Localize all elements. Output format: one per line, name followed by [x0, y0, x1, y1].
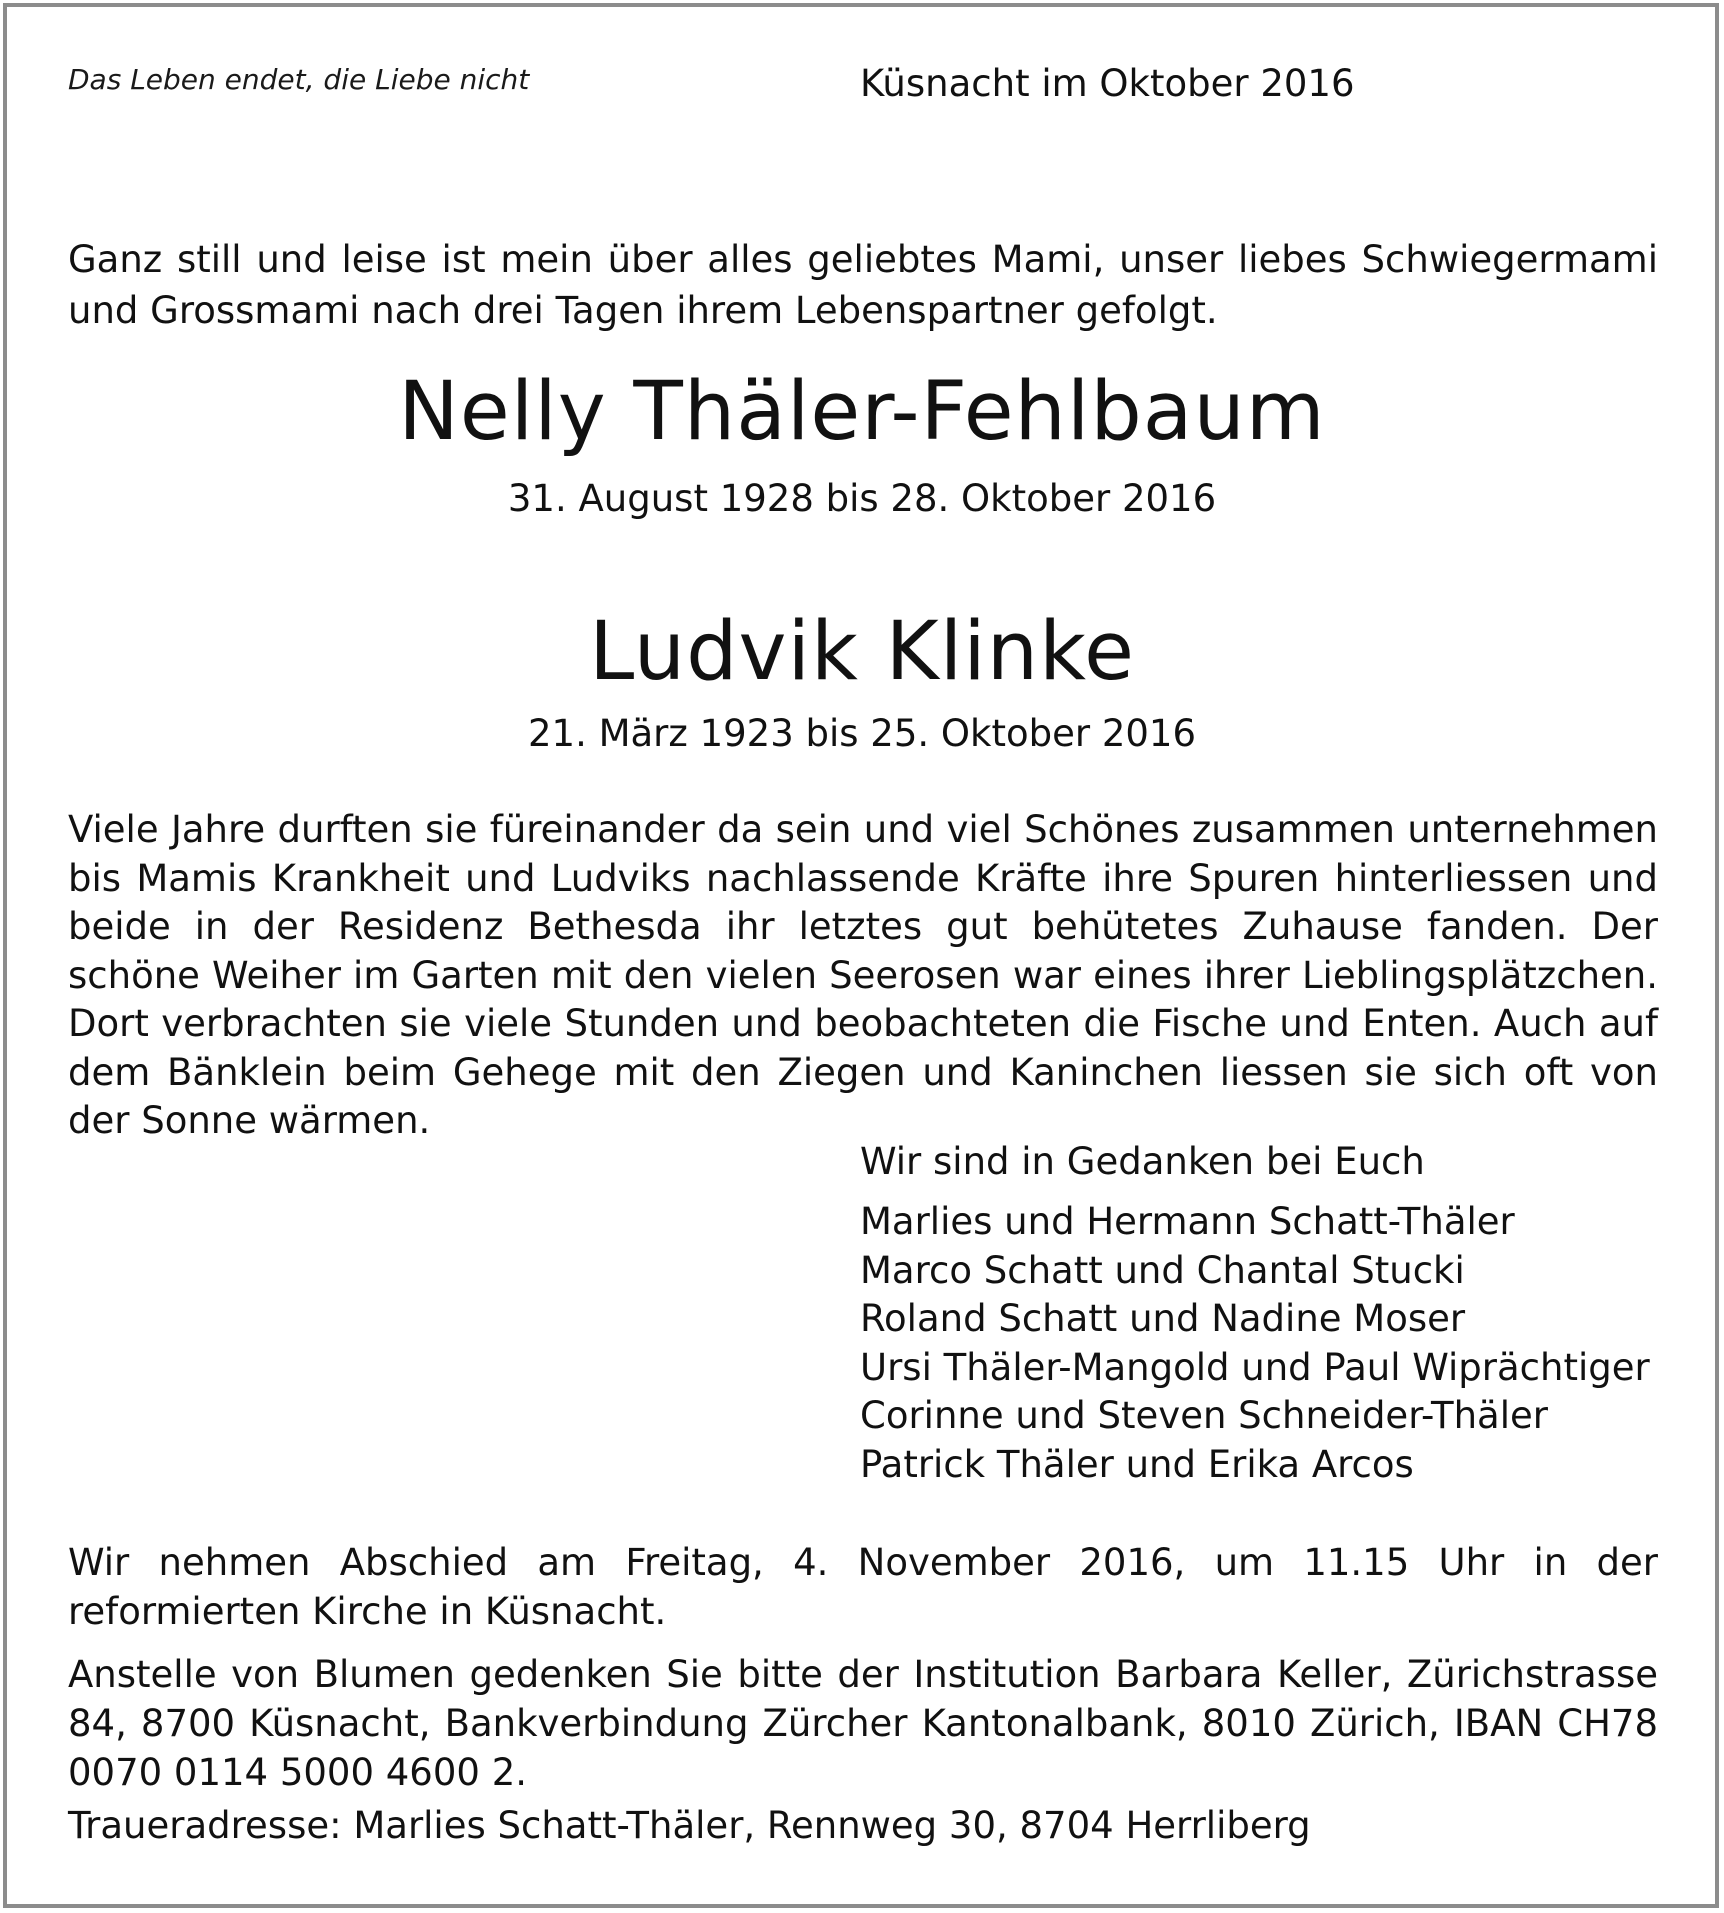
mourner-entry: Marlies und Hermann Schatt-Thäler [860, 1200, 1515, 1243]
mourner-entry: Ursi Thäler-Mangold und Paul Wiprächtiger [860, 1345, 1650, 1389]
deceased-dates-2: 21. März 1923 bis 25. Oktober 2016 [527, 712, 1196, 755]
deceased-name-1: Nelly Thäler-Fehlbaum [398, 365, 1326, 459]
motto: Das Leben endet, die Liebe nicht [68, 63, 530, 96]
deceased-name-2: Ludvik Klinke [589, 605, 1135, 699]
mourner-entry: Marco Schatt und Chantal Stucki [860, 1248, 1465, 1292]
deceased-dates-1: 31. August 1928 bis 28. Oktober 2016 [507, 477, 1217, 520]
farewell-paragraph: Wir nehmen Abschied am Freitag, 4. November 2016, um 11.15 Uhr in der reformierten Kirche in Küsnacht. [68, 1541, 1658, 1633]
mourning-intro: Wir sind in Gedanken bei Euch [860, 1140, 1425, 1183]
story-paragraph: Viele Jahre durften sie füreinander da sein und viel Schönes zusammen unternehmen bis Mamis Krankheit und Ludviks nachlassende Kräfte ihre Spuren hinterliessen und beide in der Residenz Bethesda ihr letztes gut behütetes Zuhause fanden. Der schöne Weiher im Garten mit den vielen Seerosen war eines ihrer Lieblingsplätzchen. Dort verbrachten sie viele Stunden und beobachteten die Fische und Enten. Auch auf dem Bänklein beim Gehege mit den Ziegen und Kaninchen liessen sie sich oft von der Sonne wärmen. [68, 808, 1658, 1142]
mourner-entry: Roland Schatt und Nadine Moser [860, 1297, 1466, 1340]
mourner-entry: Patrick Thäler und Erika Arcos [860, 1442, 1414, 1486]
place-date: Küsnacht im Oktober 2016 [860, 62, 1355, 105]
mourners-list [860, 1198, 1650, 1489]
donation-paragraph: Anstelle von Blumen gedenken Sie bitte der Institution Barbara Keller, Zürichstrasse 84, 8700 Küsnacht, Bankverbindung Zürcher Kantonalbank, 8010 Zürich, IBAN CH78 0070 0114 5000 4600 2. [68, 1653, 1658, 1794]
mourner-entry: Corinne und Steven Schneider-Thäler [860, 1394, 1548, 1437]
intro-paragraph: Ganz still und leise ist mein über alles geliebtes Mami, unser liebes Schwiegermami und Grossmami nach drei Tagen ihrem Lebenspartner gefolgt. [68, 238, 1658, 332]
mourning-address: Traueradresse: Marlies Schatt-Thäler, Rennweg 30, 8704 Herrliberg [68, 1804, 1311, 1847]
